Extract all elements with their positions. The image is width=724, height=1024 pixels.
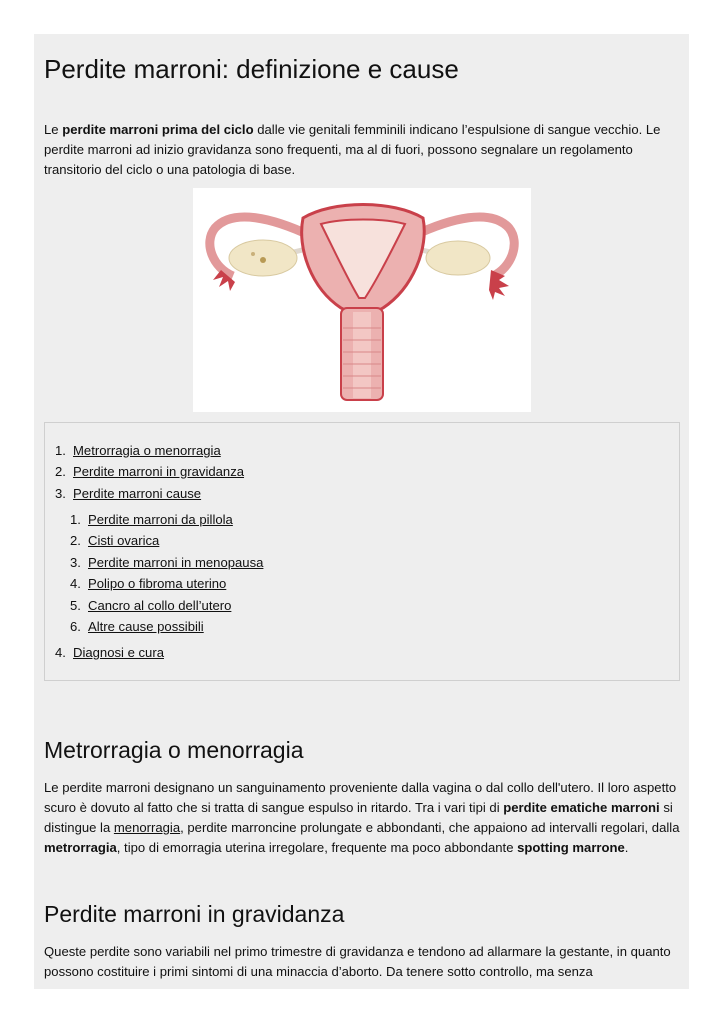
toc-subitem: 3. Perdite marroni in menopausa [70,555,264,570]
toc-link-pillola[interactable]: Perdite marroni da pillola [88,512,233,527]
toc-link-diagnosi[interactable]: Diagnosi e cura [73,645,164,660]
section-heading-gravidanza: Perdite marroni in gravidanza [44,901,345,927]
menorragia-link[interactable]: menorragia [113,820,181,835]
intro-paragraph: Le perdite marroni prima del ciclo dalle vie genitali femminili indicano l’espulsione di sangue vecchio. Le perdite marroni ad inizio gravidanza sono frequenti, ma al di fuori, possono segnalare un regolamento transitorio del ciclo o una patologia di base. [44,122,661,177]
section-heading-metrorragia: Metrorragia o menorragia [44,737,304,763]
toc-subitem: 4. Polipo o fibroma uterino [70,576,227,591]
toc-link-cause[interactable]: Perdite marroni cause [73,486,202,501]
toc-link-altre-cause[interactable]: Altre cause possibili [88,619,204,634]
toc-item: 1. Metrorragia o menorragia [55,443,221,458]
article-page [34,34,689,989]
uterus-anatomy-image [193,188,531,412]
toc-link-polipo[interactable]: Polipo o fibroma uterino [88,576,227,591]
toc-subitem: 2. Cisti ovarica [70,533,160,548]
section-paragraph-metrorragia: Le perdite marroni designano un sanguinamento proveniente dalla vagina o dal collo dell'utero. Il loro aspetto scuro è dovuto al fatto che si tratta di sangue espulso in ritardo. Tra i vari tipi di perdite ematiche marroni si distingue la menorragia, perdite marroncine prolungate e abbondanti, che appaiono ad intervalli regolari, dalla metrorragia, tipo di emorragia uterina irregolare, frequente ma poco abbondante spotting marrone. [44,780,680,855]
toc-link-cancro[interactable]: Cancro al collo dell’utero [88,598,232,613]
toc-link-metrorragia[interactable]: Metrorragia o menorragia [73,443,221,458]
toc-link-cisti[interactable]: Cisti ovarica [88,533,160,548]
toc-link-menopausa[interactable]: Perdite marroni in menopausa [88,555,264,570]
page-title: Perdite marroni: definizione e cause [44,54,459,84]
toc-item: 4. Diagnosi e cura [55,645,164,660]
toc-subitem: 5. Cancro al collo dell’utero [70,598,232,613]
intro-bold: perdite marroni prima del ciclo [62,122,254,137]
toc-item: 3. Perdite marroni cause [55,486,202,501]
table-of-contents [44,422,680,681]
toc-link-gravidanza[interactable]: Perdite marroni in gravidanza [73,464,245,479]
toc-item: 2. Perdite marroni in gravidanza [55,464,245,479]
section-paragraph-gravidanza: Queste perdite sono variabili nel primo trimestre di gravidanza e tendono ad allarmare la gestante, in quanto possono costituire i primi sintomi di una minaccia d’aborto. Da tenere sotto controllo, ma senza [44,944,671,979]
toc-subitem: 6. Altre cause possibili [70,619,204,634]
uterus-illustration [193,188,531,412]
toc-subitem: 1. Perdite marroni da pillola [70,512,233,527]
